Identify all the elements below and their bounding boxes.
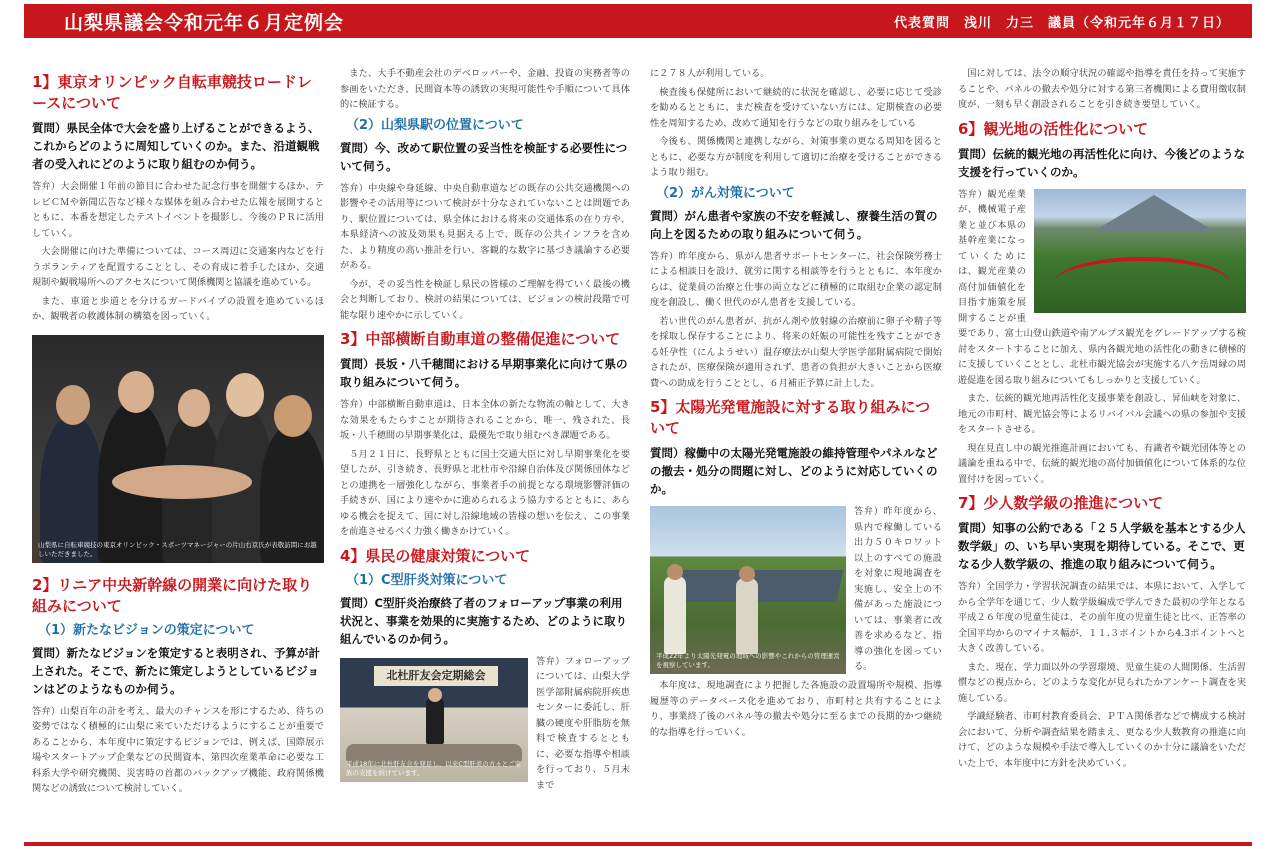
photo-handshake (32, 335, 324, 563)
section-4-answer-3: 今後も、関係機関と連携しながら、対策事業の更なる周知を図るとともに、必要な方が制度を利用して適切に治療を受けることができるよう取り組む。 (650, 136, 942, 178)
section-3-title: 3】中部横断自動車道の整備促進について (340, 330, 621, 348)
section-4-answer-2: 検査後も保健所において継続的に状況を確認し、必要に応じて受診を勧めるとともに、まだ検査を受けていない方には、定期検査の必要性を周知するため、改めて通知を行うなどの取り組みをしている (650, 86, 942, 129)
section-4-title: 4】県民の健康対策について (340, 546, 531, 565)
section-6-answer-3: 現在見直し中の観光推進計画においても、有識者や観光団体等との議論を重ねる中で、伝統的観光地の高付加価値化について体系的な位置付けを図っていく。 (958, 442, 1246, 485)
section-1-answer: 答弁）大会開催１年前の節目に合わせた記念行事を開催するほか、テレビＣＭや新聞広告など様々な媒体を組み合わせた広報を展開するとともに、本番を想定したテストイベントを撮影し、今後のＰＲに活用していく。 (32, 181, 324, 239)
section-6-answer-2: また、伝統的観光地再活性化支援事業を創設し、昇仙峡を対象に、地元の市町村、観光協会等によるリバイバル会議への県の参加や支援をスタートさせる。 (958, 393, 1246, 435)
photo-1-caption: 山梨県に自転車競技の東京オリンピック・スポーツマネージャーの片山右京氏が表敬訪問にお越しいただきました。 (38, 540, 317, 558)
section-3-question: 質問）長坂・八千穂間における早期事業化に向けて県の取り組みについて伺う。 (340, 357, 628, 389)
section-1-question: 質問）県民全体で大会を盛り上げることができるよう、これからどのように周知していくのか。また、沿道観戦者の受入れにどのように取り組むのか伺う。 (32, 121, 320, 171)
section-7-answer: 答弁）全国学力・学習状況調査の結果では、本県において、入学してから全学年を通じて、少人数学級編成で学んできた最初の学年となる平成２６年度の児童生徒は、その前年度の児童生徒と比べ、正答率の全国平均からのマイナス幅が、１１.３ポイントから4.3ポイントへと大きく改善している。 (958, 581, 1246, 654)
section-2b-answer-2: 今が、その妥当性を検証し県民の皆様のご理解を得ていく最後の機会と判断しており、検討の結果については、ビジョンの検討段階で可能な限り速やかに示していく。 (340, 278, 630, 321)
section-4-answer: 答弁）フォローアップについては、山梨大学医学部附属病院肝疾患センターに委託し、肝臓の硬度や肝脂肪を無料で検査するとともに、必要な指導や相談を行っており、５月末まで (536, 655, 630, 791)
section-2b-question: 質問）今、改めて駅位置の妥当性を検証する必要性について伺う。 (340, 140, 628, 173)
section-4-question: 質問）C型肝炎治療終了者のフォローアップ事業の利用状況と、事業を効果的に実施するため、どのように取り組んでいるのか伺う。 (340, 595, 628, 646)
section-3-answer-2: ５月２１日に、長野県とともに国土交通大臣に対し早期事業化を要望したが、引き続き、長野県と北杜市や沿線自治体及び関係団体などとの連携を一層強化しながら、事業者手の前提となる環境影響評価の手続きが、国により速やかに進められるよう協力するとともに、あらゆる機会を捉えて、国に対し沿線地域の皆様の想いを伝え、この事業を前進させるべく力強く働きかけていく。 (340, 448, 630, 537)
section-1-title: 1】東京オリンピック自転車競技ロードレースについて (32, 73, 312, 112)
section-7-answer-3: 学識経験者、市町村教育委員会、ＰＴＡ関係者などで構成する検討会において、分析や調査結果を踏まえ、更なる少人数教育の推進に向けて、どのような規模や手法で導入していくのか十分に議論をいただいた上で、本年度中に方針を決めていく。 (958, 711, 1246, 769)
column-3 (650, 66, 942, 838)
photo-3-caption: 平成22年より太陽光発電の地域への影響やこれからの管理運営を視察しています。 (656, 652, 840, 669)
section-5-answer-2: 本年度は、現地調査により把握した各施設の設置場所や規模、指導履歴等のデータベース化を進めており、市町村と共有することにより、事業終了後のパネル等の撤去や処分に至るまでの長期的かつ継続的な指導を行っていく。 (650, 680, 942, 738)
photo-solar-inspection (650, 506, 846, 674)
page-header (24, 4, 1252, 38)
section-6-title: 6】観光地の活性化について (958, 119, 1149, 138)
section-5-answer-continued: 国に対しては、法令の順守状況の確認や指導を責任を持って実施することや、パネルの撤去や処分に対する第三者機関による費用徴収制度が、一刻も早く創設されることを引き続き要望していく。 (958, 68, 1246, 110)
photo-2-banner: 北杜肝友会定期総会 (374, 666, 498, 686)
section-1-answer-3: また、車道と歩道とを分けるガードパイプの設置を進めているほか、観戦者の救護体制の構築を図っていく。 (32, 295, 324, 322)
section-4-answer-continued: に２７８人が利用している。 (650, 68, 770, 79)
section-2-answer: 答弁）山梨百年の計を考え、最大のチャンスを形にするため、待ちの姿勢ではなく積極的に山梨に来ていただけるようにすることが重要であることから、本年度中に策定するビジョンでは、例えば、国際展示場やスタートアップ企業などの民間資本、第四次産業革命に必要な工科系大学や研究機関、災害時の首都のバックアップ機能、政府関係機関などの誘致について検討していく。 (32, 705, 324, 794)
section-4-subtitle: （1）C型肝炎対策について (346, 572, 508, 588)
section-6-answer: 答弁）観光産業が、機械電子産業と並び本県の基幹産業になっていくためには、観光産業の高付加価値化を目指す施策を展開することが重要であり、富士山登山鉄道や南アルプス観光をグレードアップする検討をスタートすることに加え、県内各観光地の活性化の動きに積極的に支援していくこととし、北杜市観光協会が実施する八ケ岳周縁の周遊促進を図る取り組みについてもしっかりと支援していく。 (958, 188, 1246, 386)
section-2-subtitle: （1）新たなビジョンの策定について (38, 622, 255, 638)
column-4 (958, 66, 1246, 838)
section-5-title: 5】太陽光発電施設に対する取り組みについて (650, 398, 931, 437)
section-4b-answer-2: 若い世代のがん患者が、抗がん剤や放射線の治療前に卵子や精子等を採取し保存することにより、将来の妊娠の可能性を残すことができる妊孕性（にんようせい）温存療法が山梨大学医学部附属病院で開始されたが、医療保険が適用されず、患者の負担が大きいことから医療費への助成を行うこととし、６月補正予算に計上した。 (650, 315, 942, 389)
section-1-answer-2: 大会開催に向けた準備については、コース周辺に交通案内などを行うボランティアを配置することとし、その育成に着手したほか、交通規制や観戦場所へのアクセスについて関係機関と協議を進めている。 (32, 246, 324, 288)
photo-meeting (340, 658, 528, 782)
section-4b-subtitle: （2）がん対策について (656, 185, 795, 201)
section-5-answer: 答弁）昨年度から、県内で稼働している出力５０キロワット以上のすべての施設を対象に現地調査を実施し、安全上の不備があった施設については、事業者に改善を求めるなど、指導の強化を図っている。 (854, 506, 942, 672)
section-2-title: 2】リニア中央新幹線の開業に向けた取り組みについて (32, 575, 313, 615)
section-2-question: 質問）新たなビジョンを策定すると表明され、予算が計上された。そこで、新たに策定しようとしているビジョンはどのようなものか伺う。 (32, 645, 320, 696)
section-4b-answer: 答弁）昨年度から、県がん患者サポートセンターに、社会保険労務士による相談日を設け、就労に関する相談等を行うとともに、本年度からは、従業員の治療と仕事の両立などに積極的に取組む企業の認定制度を創設し、働く世代のがん患者を支援している。 (650, 250, 942, 308)
section-2-answer-continued: また、大手不動産会社のデベロッパーや、金融、投資の実務者等の参画をいただき、民間資本等の誘致の実現可能性や手順について具体的に検証する。 (340, 68, 630, 110)
column-1 (32, 66, 324, 838)
section-7-question: 質問）知事の公約である「２５人学級を基本とする少人数学級」の、いち早い実現を期待している。そこで、更なる少人数学級の、推進の取り組みについて伺う。 (958, 521, 1246, 571)
section-4b-question: 質問）がん患者や家族の不安を軽減し、療養生活の質の向上を図るための取り組みについて伺う。 (650, 208, 938, 241)
bottom-rule (24, 842, 1252, 846)
section-7-title: 7】少人数学級の推進について (958, 494, 1164, 512)
section-3-answer: 答弁）中部横断自動車道は、日本全体の新たな物流の軸として、大きな効果をもたらすことが期待されることから、唯一、残された、長坂・八千穂間の早期事業化は、最優先で取り組むべき課題である。 (340, 399, 630, 441)
author-line: 代表質問 浅川 力三 議員（令和元年６月１７日） (893, 15, 1230, 31)
section-6-question: 質問）伝統的観光地の再活性化に向け、今後どのような支援を行っていくのか。 (958, 146, 1246, 179)
photo-mountain-bridge (1034, 189, 1246, 313)
section-2b-answer: 答弁）中央線や身延線、中央自動車道などの既存の公共交通機関への影響やその活用等について検討が十分なされていないことは問題であり、駅位置については、県全体における将来の交通体系の在り方や、本県経済への波及効果も見据える上で、既存の公共インフラを含めた、より精度の高い推計を行い、客観的な数字に基づき議論する必要がある。 (340, 182, 630, 271)
page-title: 山梨県議会令和元年６月定例会 (64, 11, 345, 34)
section-7-answer-2: また、現在、学力面以外の学習環境、児童生徒の人間関係、生活習慣などの視点から、どのような変化が見られたかアンケート調査を実施している。 (958, 661, 1246, 704)
photo-2-caption: 平成18年に北杜肝友会を発足し、以来C型肝炎の方々とご家族の支援を続けています。 (346, 759, 522, 777)
column-2 (340, 66, 630, 838)
section-2b-subtitle: （2）山梨県駅の位置について (346, 117, 524, 133)
section-5-question: 質問）稼働中の太陽光発電施設の維持管理やパネルなどの撤去・処分の問題に対し、どのように対応していくのか。 (650, 446, 938, 496)
